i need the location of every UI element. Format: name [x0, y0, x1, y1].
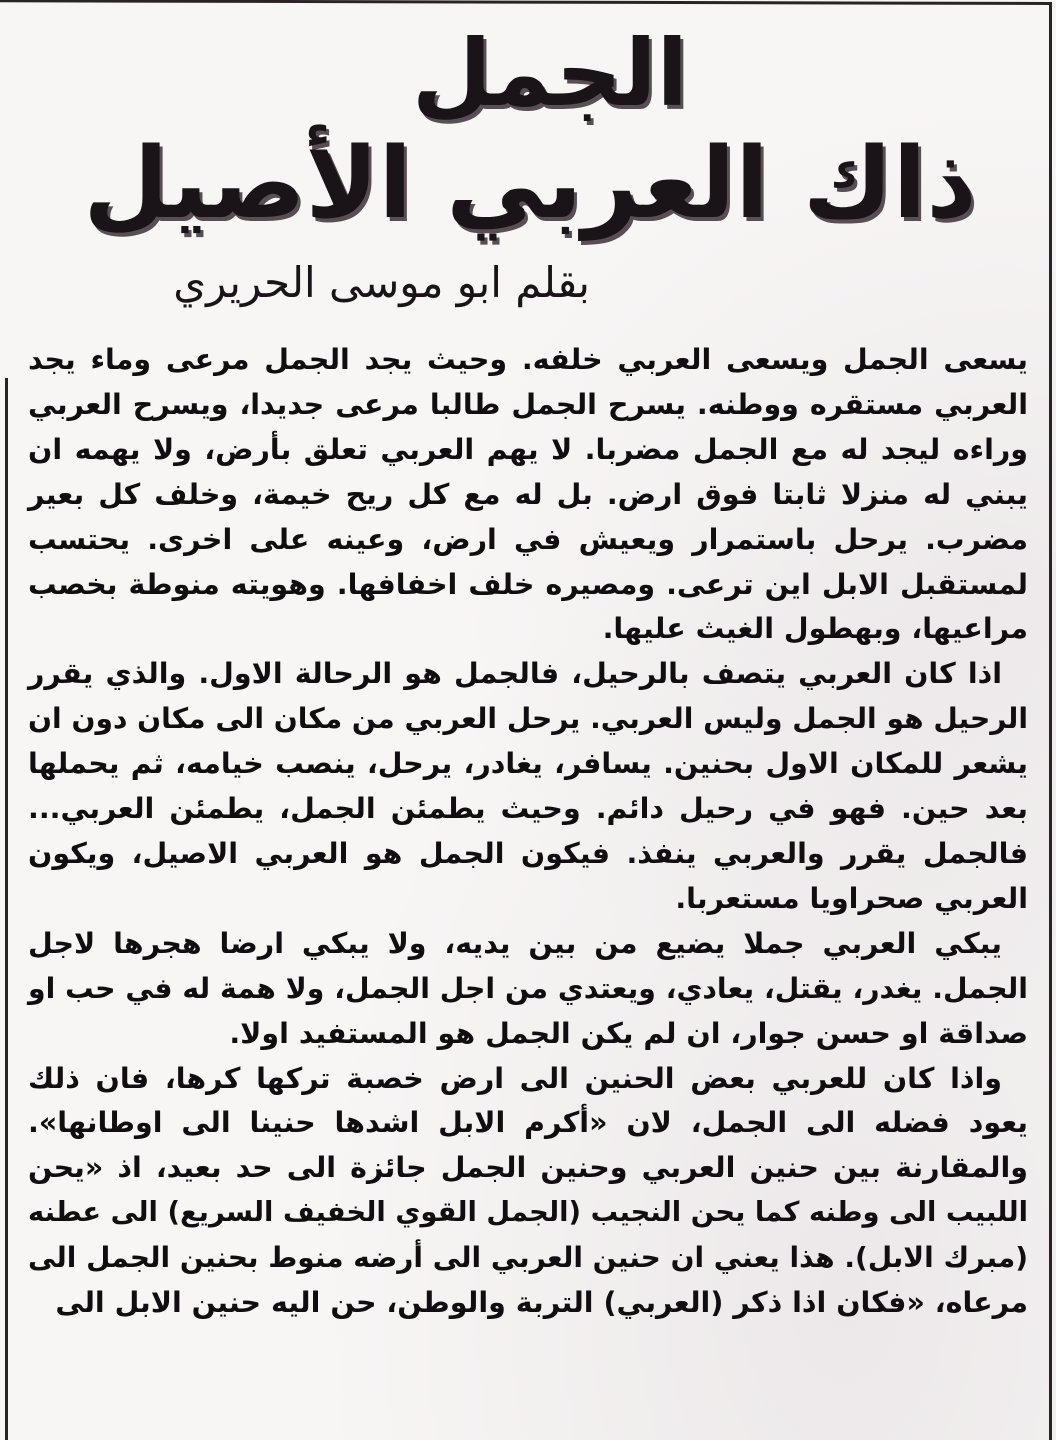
frame-left-rule	[5, 378, 8, 1440]
text-line: الرحيل هو الجمل وليس العربي. يرحل العربي من مكان الى مكان دون ان	[28, 702, 1028, 736]
article-paragraph	[28, 338, 1028, 652]
article-body	[28, 338, 1028, 1326]
text-line: مضرب. يرحل باستمرار ويعيش في ارض، وعينه على اخرى. يحتسب	[28, 522, 1028, 556]
article-paragraph	[28, 922, 1028, 1057]
text-line: (مبرك الابل). هذا يعني ان حنين العربي الى أرضه منوط بحنين الجمل الى	[28, 1241, 1028, 1275]
text-line: يسعى الجمل ويسعى العربي خلفه. وحيث يجد الجمل مرعى وماء يجد	[28, 343, 1028, 376]
frame-right-rule	[1049, 2, 1052, 1440]
text-line: والمقارنة بين حنين العربي وحنين الجمل جائزة الى حد بعيد، اذ «يحن	[28, 1151, 1028, 1185]
text-line: لمستقبل الابل اين ترعى. ومصيره خلف اخفافها. وهويته منوطة بخصب	[28, 567, 1028, 601]
text-line: بعد حين. فهو في رحيل دائم. وحيث يطمئن الجمل، يطمئن العربي...	[28, 792, 1028, 826]
text-line: وراءه ليجد له مع الجمل مضربا. لا يهم العربي تعلق بأرض، ولا يهمه ان	[28, 432, 1028, 466]
text-line: العربي صحراويا مستعربا.	[675, 881, 1028, 915]
text-line: يعود فضله الى الجمل، لان «أكرم الابل اشدها حنينا الى اوطانها».	[28, 1106, 1028, 1140]
text-line: العربي مستقره ووطنه. يسرح الجمل طالبا مرعى جديدا، ويسرح العربي	[28, 387, 1028, 421]
text-line: الجمل. يغدر، يقتل، يعادي، ويعتدي من اجل الجمل، ولا همة له في حب او	[28, 971, 1028, 1005]
text-line: يشعر للمكان الاول بحنين. يسافر، يغادر، يرحل، ينصب خيامه، ثم يحملها	[28, 747, 1028, 781]
text-line: يبكي العربي جملا يضيع من بين يديه، ولا يبكي ارضا هجرها لاجل	[28, 926, 1002, 960]
text-line: واذا كان للعربي بعض الحنين الى ارض خصبة تركها كرها، فان ذلك	[28, 1061, 1002, 1095]
text-line: فالجمل يقرر والعربي ينفذ. فيكون الجمل هو العربي الاصيل، ويكون	[28, 836, 1028, 870]
text-line: اللبيب الى وطنه كما يحن النجيب (الجمل القوي الخفيف السريع) الى عطنه	[28, 1197, 1028, 1229]
text-line: مراعيها، وبهطول الغيث عليها.	[602, 612, 1028, 646]
text-line: مرعاه، «فكان اذا ذكر (العربي) التربة والوطن، حن اليه حنين الابل الى	[55, 1286, 1028, 1320]
headline-line-1: الجمل	[411, 20, 689, 127]
article-paragraph	[28, 1057, 1028, 1326]
byline: بقلم ابو موسى الحريري	[173, 258, 590, 307]
text-line: اذا كان العربي يتصف بالرحيل، فالجمل هو الرحالة الاول. والذي يقرر	[28, 657, 1002, 691]
text-line: يبني له منزلا ثابتا فوق ارض. بل له مع كل ريح خيمة، وخلف كل بعير	[28, 477, 1028, 511]
headline-line-2: ذاك العربي الأصيل	[83, 127, 977, 241]
text-line: صداقة او حسن جوار، ان لم يكن الجمل هو المستفيد اولا.	[229, 1016, 1028, 1050]
article-paragraph	[28, 652, 1028, 921]
